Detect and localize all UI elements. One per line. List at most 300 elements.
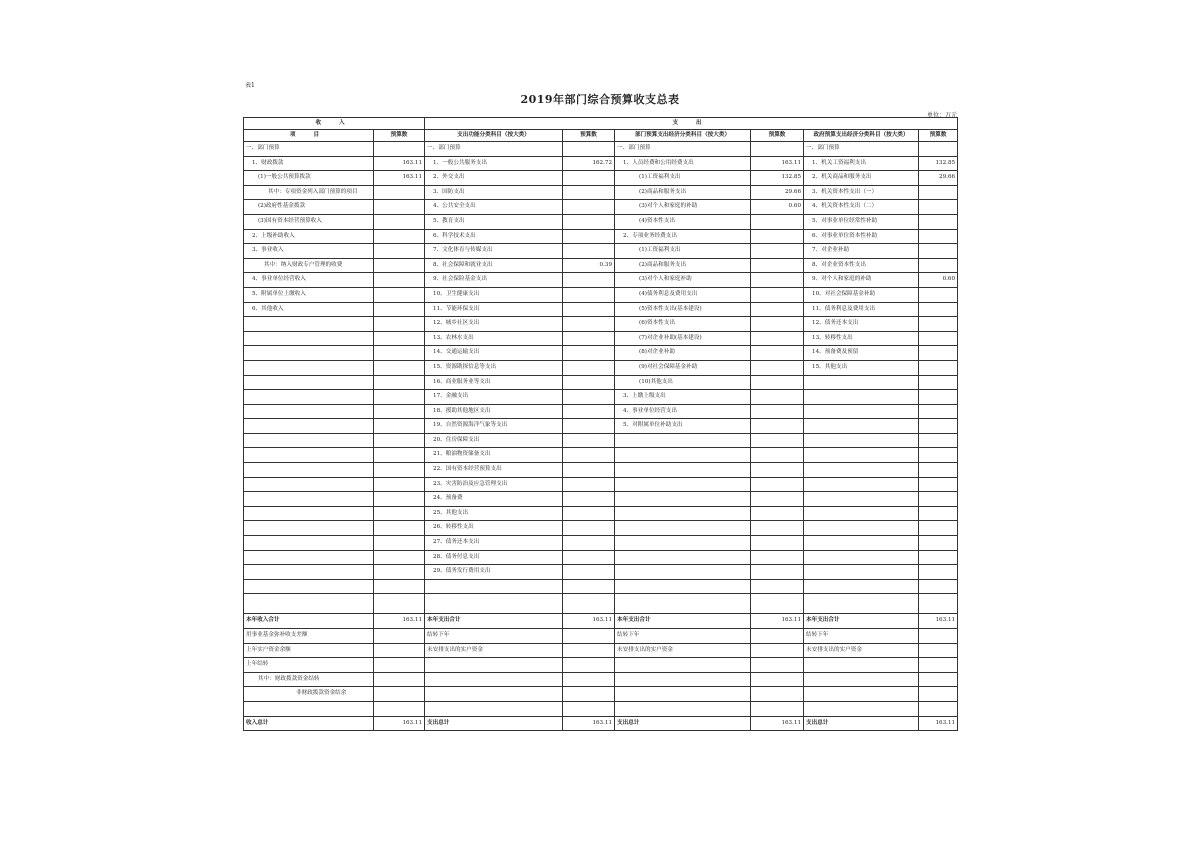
table-row xyxy=(244,658,958,673)
dept-econ-amount-cell xyxy=(751,506,804,521)
income-amount-cell xyxy=(374,433,425,448)
func-amount-cell xyxy=(563,643,615,658)
table-row xyxy=(244,229,958,244)
gov-econ-item-cell: 13、转移性支出 xyxy=(804,331,919,346)
income-item-cell xyxy=(244,390,374,405)
table-row xyxy=(244,550,958,565)
gov-econ-amount-cell xyxy=(919,258,958,273)
income-amount-cell xyxy=(374,536,425,551)
income-amount-cell xyxy=(374,346,425,361)
income-item-cell: 本年收入合计 xyxy=(244,614,374,629)
func-item-cell: 12、城乡社区支出 xyxy=(425,317,563,332)
gov-econ-amount-cell xyxy=(919,302,958,317)
func-item-cell: 10、卫生健康支出 xyxy=(425,287,563,302)
table-row xyxy=(244,594,958,614)
dept-econ-item-cell xyxy=(615,701,751,716)
income-amount-cell xyxy=(374,302,425,317)
func-item-cell: 结转下年 xyxy=(425,629,563,644)
func-amount-cell xyxy=(563,317,615,332)
income-item-cell: (2)政府性基金拨款 xyxy=(244,200,374,215)
gov-econ-item-cell: 8、对企业资本性支出 xyxy=(804,258,919,273)
gov-econ-amount-cell xyxy=(919,185,958,200)
dept-econ-amount-cell xyxy=(751,672,804,687)
dept-econ-item-cell: (1)工资福利支出 xyxy=(615,244,751,259)
func-amount-cell xyxy=(563,404,615,419)
income-item-cell: 4、事业单位经营收入 xyxy=(244,273,374,288)
gov-econ-item-cell: 11、债务利息及费用支出 xyxy=(804,302,919,317)
income-amount-cell xyxy=(374,390,425,405)
table-row xyxy=(244,506,958,521)
gov-econ-item-cell xyxy=(804,521,919,536)
dept-econ-item-cell xyxy=(615,579,751,594)
gov-econ-amount-cell xyxy=(919,687,958,702)
income-amount-cell xyxy=(374,629,425,644)
income-amount-cell xyxy=(374,200,425,215)
func-amount-cell xyxy=(563,185,615,200)
table-row xyxy=(244,200,958,215)
gov-econ-item-cell: 2、机关商品和服务支出 xyxy=(804,171,919,186)
dept-econ-amount-cell xyxy=(751,687,804,702)
dept-econ-amount-cell xyxy=(751,492,804,507)
dept-econ-item-cell: (10)其他支出 xyxy=(615,375,751,390)
budget-table xyxy=(243,117,958,731)
gov-econ-amount-cell xyxy=(919,229,958,244)
dept-econ-item-cell: 支出总计 xyxy=(615,716,751,731)
income-amount-cell xyxy=(374,317,425,332)
func-amount-cell xyxy=(563,214,615,229)
income-amount-cell xyxy=(374,185,425,200)
income-amount-cell xyxy=(374,375,425,390)
gov-econ-amount-cell xyxy=(919,701,958,716)
func-amount-cell xyxy=(563,687,615,702)
func-amount-cell xyxy=(563,142,615,157)
func-amount-cell xyxy=(563,273,615,288)
table-row xyxy=(244,701,958,716)
income-item-cell xyxy=(244,419,374,434)
income-item-cell: 3、事业收入 xyxy=(244,244,374,259)
func-amount-cell xyxy=(563,433,615,448)
table-row xyxy=(244,287,958,302)
gov-econ-amount-cell xyxy=(919,492,958,507)
income-item-cell xyxy=(244,375,374,390)
income-item-cell xyxy=(244,404,374,419)
func-item-cell: 一、部门预算 xyxy=(425,142,563,157)
gov-econ-amount-cell xyxy=(919,506,958,521)
income-item-cell: 上年实户资金余额 xyxy=(244,643,374,658)
gov-econ-item-cell: 4、机关资本性支出（二） xyxy=(804,200,919,215)
table-row xyxy=(244,360,958,375)
income-amount-cell xyxy=(374,506,425,521)
gov-econ-item-cell xyxy=(804,506,919,521)
dept-econ-item-cell: (3)对个人和家庭的补助 xyxy=(615,200,751,215)
func-amount-cell xyxy=(563,629,615,644)
income-item-cell xyxy=(244,448,374,463)
income-amount-cell xyxy=(374,550,425,565)
func-item-cell: 7、文化体育与传媒支出 xyxy=(425,244,563,259)
func-item-cell: 13、农林水支出 xyxy=(425,331,563,346)
gov-econ-amount-cell xyxy=(919,419,958,434)
income-item-cell: (1)一般公共预算拨款 xyxy=(244,171,374,186)
dept-econ-item-cell: (7)对企业补助(基本建设) xyxy=(615,331,751,346)
func-amount-cell xyxy=(563,701,615,716)
income-item-cell xyxy=(244,521,374,536)
dept-econ-item-cell: (5)资本性支出(基本建设) xyxy=(615,302,751,317)
dept-econ-amount-cell xyxy=(751,244,804,259)
gov-econ-amount-cell xyxy=(919,565,958,580)
income-amount-cell xyxy=(374,229,425,244)
income-item-cell xyxy=(244,317,374,332)
gov-econ-amount-cell: 0.60 xyxy=(919,273,958,288)
income-amount-cell xyxy=(374,672,425,687)
gov-econ-item-cell xyxy=(804,536,919,551)
income-item-cell: 非财政拨款资金结余 xyxy=(244,687,374,702)
table-row xyxy=(244,477,958,492)
dept-econ-amount-cell xyxy=(751,433,804,448)
income-amount-cell xyxy=(374,404,425,419)
func-amount-cell xyxy=(563,419,615,434)
gov-econ-amount-cell xyxy=(919,317,958,332)
dept-econ-item-cell xyxy=(615,565,751,580)
func-item-cell: 24、预备费 xyxy=(425,492,563,507)
table-row xyxy=(244,521,958,536)
dept-econ-amount-cell xyxy=(751,658,804,673)
dept-econ-amount-cell xyxy=(751,448,804,463)
func-amount-cell xyxy=(563,390,615,405)
expense-header: 支 出 xyxy=(425,118,958,130)
income-item-cell: 1、财政拨款 xyxy=(244,156,374,171)
dept-econ-amount-cell xyxy=(751,629,804,644)
gov-econ-amount-cell: 132.85 xyxy=(919,156,958,171)
table-row xyxy=(244,302,958,317)
dept-econ-item-cell: (4)债务利息及费用支出 xyxy=(615,287,751,302)
func-amount-cell xyxy=(563,579,615,594)
dept-econ-item-cell: (4)资本性支出 xyxy=(615,214,751,229)
table-row xyxy=(244,171,958,186)
dept-econ-item-cell xyxy=(615,536,751,551)
func-amount-cell xyxy=(563,477,615,492)
func-item-cell: 23、灾害防治及应急管理支出 xyxy=(425,477,563,492)
func-amount-cell xyxy=(563,658,615,673)
table-row xyxy=(244,244,958,259)
func-amount-cell xyxy=(563,346,615,361)
income-item-cell xyxy=(244,331,374,346)
table-row xyxy=(244,156,958,171)
income-amount-cell xyxy=(374,477,425,492)
table-row xyxy=(244,716,958,731)
dept-econ-amount-cell xyxy=(751,317,804,332)
dept-econ-item-cell xyxy=(615,448,751,463)
func-item-cell: 16、商业服务业等支出 xyxy=(425,375,563,390)
gov-econ-amount-cell xyxy=(919,658,958,673)
gov-econ-item-cell xyxy=(804,419,919,434)
table-row xyxy=(244,346,958,361)
dept-econ-item-cell xyxy=(615,433,751,448)
gov-econ-amount-cell: 163.11 xyxy=(919,614,958,629)
gov-econ-amount-cell xyxy=(919,448,958,463)
income-amount-cell xyxy=(374,448,425,463)
dept-econ-amount-cell xyxy=(751,273,804,288)
func-item-cell xyxy=(425,672,563,687)
income-amount-cell xyxy=(374,273,425,288)
dept-econ-item-cell: 3、上缴上级支出 xyxy=(615,390,751,405)
gov-econ-item-cell xyxy=(804,492,919,507)
func-class-header: 支出功能分类科目（按大类） xyxy=(425,130,563,142)
func-amount-cell xyxy=(563,302,615,317)
dept-econ-item-cell xyxy=(615,550,751,565)
dept-econ-amount-cell xyxy=(751,258,804,273)
dept-econ-item-cell xyxy=(615,463,751,478)
gov-econ-item-cell xyxy=(804,550,919,565)
income-item-cell: 上年结转 xyxy=(244,658,374,673)
table-row xyxy=(244,375,958,390)
income-item-cell: 一、部门预算 xyxy=(244,142,374,157)
income-item-cell xyxy=(244,506,374,521)
gov-econ-item-cell: 未安排支出的实户资金 xyxy=(804,643,919,658)
func-amount-cell xyxy=(563,594,615,614)
gov-econ-item-cell: 9、对个人和家庭的补助 xyxy=(804,273,919,288)
func-item-cell: 26、转移性支出 xyxy=(425,521,563,536)
gov-econ-item-cell xyxy=(804,433,919,448)
func-item-cell xyxy=(425,579,563,594)
table-row xyxy=(244,214,958,229)
income-amount-cell xyxy=(374,214,425,229)
income-amount-cell xyxy=(374,579,425,594)
table-row xyxy=(244,185,958,200)
dept-econ-item-cell: 4、事业单位经营支出 xyxy=(615,404,751,419)
gov-econ-item-cell: 5、对事业单位经常性补助 xyxy=(804,214,919,229)
func-amount-cell: 162.72 xyxy=(563,156,615,171)
income-item-cell xyxy=(244,477,374,492)
income-item-cell xyxy=(244,433,374,448)
func-amount-cell xyxy=(563,492,615,507)
func-amount-cell xyxy=(563,672,615,687)
gov-econ-item-cell xyxy=(804,701,919,716)
func-item-cell: 17、金融支出 xyxy=(425,390,563,405)
gov-econ-item-cell xyxy=(804,594,919,614)
func-item-cell: 未安排支出的实户资金 xyxy=(425,643,563,658)
func-item-cell: 6、科学技术支出 xyxy=(425,229,563,244)
income-item-cell: (3)国有资本经营预算收入 xyxy=(244,214,374,229)
gov-econ-amount-cell xyxy=(919,244,958,259)
dept-econ-item-cell: (9)对社会保障基金补助 xyxy=(615,360,751,375)
gov-econ-item-cell xyxy=(804,477,919,492)
dept-econ-amount-cell: 132.85 xyxy=(751,171,804,186)
income-item-cell: 收入总计 xyxy=(244,716,374,731)
dept-econ-item-cell: 本年支出合计 xyxy=(615,614,751,629)
budget-header: 预算数 xyxy=(563,130,615,142)
func-item-cell: 20、住房保障支出 xyxy=(425,433,563,448)
income-item-cell xyxy=(244,463,374,478)
dept-econ-item-cell xyxy=(615,492,751,507)
dept-econ-class-header: 部门预算支出经济分类科目（按大类） xyxy=(615,130,751,142)
func-amount-cell xyxy=(563,521,615,536)
gov-econ-item-cell xyxy=(804,658,919,673)
gov-econ-amount-cell xyxy=(919,463,958,478)
income-item-cell: 用事业基金弥补收支差额 xyxy=(244,629,374,644)
table-row xyxy=(244,687,958,702)
gov-econ-amount-cell xyxy=(919,287,958,302)
dept-econ-item-cell: 5、对附属单位补助支出 xyxy=(615,419,751,434)
budget-header: 预算数 xyxy=(919,130,958,142)
func-amount-cell xyxy=(563,536,615,551)
dept-econ-amount-cell xyxy=(751,214,804,229)
gov-econ-item-cell: 15、其他支出 xyxy=(804,360,919,375)
income-header: 收 入 xyxy=(244,118,425,130)
income-amount-cell xyxy=(374,244,425,259)
dept-econ-amount-cell xyxy=(751,346,804,361)
gov-econ-item-cell xyxy=(804,448,919,463)
table-row xyxy=(244,565,958,580)
income-item-cell: 5、附属单位上缴收入 xyxy=(244,287,374,302)
income-item-cell xyxy=(244,550,374,565)
func-amount-cell: 163.11 xyxy=(563,716,615,731)
dept-econ-item-cell: 2、专项业务经费支出 xyxy=(615,229,751,244)
dept-econ-item-cell xyxy=(615,658,751,673)
gov-econ-item-cell: 6、对事业单位资本性补助 xyxy=(804,229,919,244)
gov-econ-amount-cell xyxy=(919,672,958,687)
func-item-cell: 8、社会保障和就业支出 xyxy=(425,258,563,273)
unit-label: 单位：万元 xyxy=(926,112,957,119)
table-row xyxy=(244,629,958,644)
dept-econ-item-cell: (2)商品和服务支出 xyxy=(615,185,751,200)
gov-econ-item-cell xyxy=(804,687,919,702)
gov-econ-amount-cell xyxy=(919,521,958,536)
func-item-cell: 本年支出合计 xyxy=(425,614,563,629)
dept-econ-item-cell: (6)资本性支出 xyxy=(615,317,751,332)
func-amount-cell xyxy=(563,375,615,390)
income-amount-cell xyxy=(374,287,425,302)
gov-econ-amount-cell xyxy=(919,214,958,229)
gov-econ-amount-cell xyxy=(919,643,958,658)
income-item-cell xyxy=(244,565,374,580)
gov-econ-item-cell: 本年支出合计 xyxy=(804,614,919,629)
income-amount-cell xyxy=(374,492,425,507)
dept-econ-amount-cell xyxy=(751,701,804,716)
dept-econ-amount-cell xyxy=(751,463,804,478)
header-row-2 xyxy=(244,130,958,142)
gov-econ-amount-cell xyxy=(919,360,958,375)
table-row xyxy=(244,142,958,157)
gov-econ-amount-cell xyxy=(919,200,958,215)
income-amount-cell xyxy=(374,360,425,375)
dept-econ-item-cell xyxy=(615,506,751,521)
gov-econ-item-cell: 1、机关工资福利支出 xyxy=(804,156,919,171)
gov-econ-item-cell: 14、预备费及预留 xyxy=(804,346,919,361)
func-amount-cell xyxy=(563,550,615,565)
func-amount-cell xyxy=(563,360,615,375)
income-item-cell xyxy=(244,536,374,551)
income-item-cell xyxy=(244,594,374,614)
func-amount-cell: 163.11 xyxy=(563,614,615,629)
func-item-cell: 27、债务还本支出 xyxy=(425,536,563,551)
dept-econ-item-cell: 结转下年 xyxy=(615,629,751,644)
dept-econ-amount-cell xyxy=(751,331,804,346)
budget-header: 预算数 xyxy=(751,130,804,142)
dept-econ-item-cell: (8)对企业补助 xyxy=(615,346,751,361)
income-item-cell xyxy=(244,579,374,594)
dept-econ-amount-cell xyxy=(751,477,804,492)
item-header: 项 目 xyxy=(244,130,374,142)
gov-econ-amount-cell xyxy=(919,346,958,361)
func-amount-cell xyxy=(563,331,615,346)
gov-econ-amount-cell xyxy=(919,579,958,594)
gov-econ-amount-cell xyxy=(919,331,958,346)
func-item-cell: 19、自然资源海洋气象等支出 xyxy=(425,419,563,434)
dept-econ-amount-cell xyxy=(751,302,804,317)
dept-econ-item-cell: 未安排支出的实户资金 xyxy=(615,643,751,658)
gov-econ-item-cell: 10、对社会保障基金补助 xyxy=(804,287,919,302)
dept-econ-item-cell xyxy=(615,521,751,536)
dept-econ-amount-cell: 163.11 xyxy=(751,156,804,171)
dept-econ-item-cell: (2)商品和服务支出 xyxy=(615,258,751,273)
gov-econ-item-cell xyxy=(804,404,919,419)
gov-econ-class-header: 政府预算支出经济分类科目（按大类） xyxy=(804,130,919,142)
income-item-cell xyxy=(244,492,374,507)
dept-econ-amount-cell xyxy=(751,594,804,614)
budget-header: 预算数 xyxy=(374,130,425,142)
table-row xyxy=(244,331,958,346)
income-amount-cell: 163.11 xyxy=(374,156,425,171)
income-amount-cell xyxy=(374,463,425,478)
func-item-cell: 22、国有资本经营预算支出 xyxy=(425,463,563,478)
gov-econ-amount-cell: 29.66 xyxy=(919,171,958,186)
income-amount-cell xyxy=(374,594,425,614)
dept-econ-amount-cell xyxy=(751,565,804,580)
income-item-cell: 其中：纳入财政专户管理的收费 xyxy=(244,258,374,273)
income-item-cell xyxy=(244,346,374,361)
func-item-cell xyxy=(425,658,563,673)
dept-econ-amount-cell xyxy=(751,142,804,157)
gov-econ-item-cell: 支出总计 xyxy=(804,716,919,731)
func-amount-cell xyxy=(563,200,615,215)
income-amount-cell xyxy=(374,658,425,673)
gov-econ-amount-cell xyxy=(919,594,958,614)
income-item-cell: 6、其他收入 xyxy=(244,302,374,317)
gov-econ-item-cell xyxy=(804,463,919,478)
table-row xyxy=(244,536,958,551)
func-amount-cell xyxy=(563,171,615,186)
func-amount-cell xyxy=(563,244,615,259)
dept-econ-amount-cell xyxy=(751,419,804,434)
dept-econ-amount-cell: 0.60 xyxy=(751,200,804,215)
gov-econ-item-cell xyxy=(804,390,919,405)
page-title: 2019年部门综合预算收支总表 xyxy=(520,93,680,106)
gov-econ-item-cell xyxy=(804,579,919,594)
dept-econ-amount-cell xyxy=(751,229,804,244)
gov-econ-amount-cell xyxy=(919,433,958,448)
table-row xyxy=(244,579,958,594)
gov-econ-amount-cell xyxy=(919,142,958,157)
income-item-cell xyxy=(244,360,374,375)
table-row xyxy=(244,448,958,463)
func-item-cell: 4、公共安全支出 xyxy=(425,200,563,215)
func-item-cell: 25、其他支出 xyxy=(425,506,563,521)
func-amount-cell: 0.39 xyxy=(563,258,615,273)
func-item-cell: 支出总计 xyxy=(425,716,563,731)
dept-econ-amount-cell xyxy=(751,404,804,419)
func-item-cell: 21、粮油物资储备支出 xyxy=(425,448,563,463)
table-row xyxy=(244,390,958,405)
table-row xyxy=(244,258,958,273)
func-item-cell: 11、节能环保支出 xyxy=(425,302,563,317)
dept-econ-amount-cell: 163.11 xyxy=(751,614,804,629)
table-row xyxy=(244,672,958,687)
dept-econ-item-cell xyxy=(615,594,751,614)
dept-econ-amount-cell xyxy=(751,390,804,405)
income-amount-cell xyxy=(374,687,425,702)
income-amount-cell xyxy=(374,258,425,273)
dept-econ-item-cell: 一、部门预算 xyxy=(615,142,751,157)
